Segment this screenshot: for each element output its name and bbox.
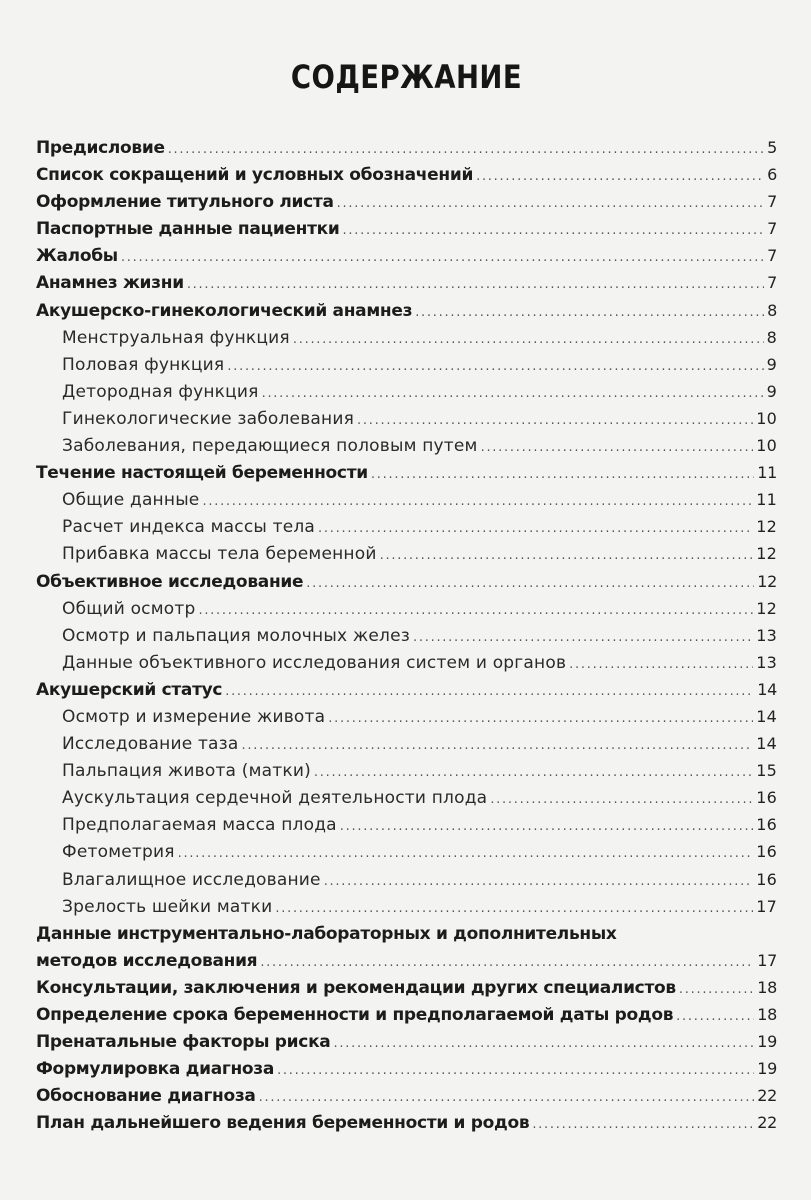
toc-entry <box>36 572 777 599</box>
toc-entry-label: Половая функция <box>62 354 225 375</box>
toc-entry <box>36 1032 777 1059</box>
toc-entry <box>36 680 777 707</box>
toc-entry-page: 12 <box>756 598 777 618</box>
toc-leader-dots <box>262 382 764 402</box>
toc-leader-dots <box>260 951 754 971</box>
toc-entry <box>36 165 777 192</box>
toc-entry <box>36 463 777 490</box>
toc-entry <box>36 761 777 788</box>
toc-entry <box>36 192 777 219</box>
toc-entry-page: 19 <box>757 1059 777 1079</box>
toc-leader-dots <box>225 680 754 700</box>
toc-entry-page: 22 <box>757 1113 777 1133</box>
toc-leader-dots <box>293 328 764 348</box>
toc-entry-page: 16 <box>756 815 777 835</box>
toc-entry-page: 16 <box>756 869 777 889</box>
page-title: СОДЕРЖАНИЕ <box>290 58 523 96</box>
toc-leader-dots <box>569 653 753 673</box>
toc-entry <box>36 355 777 382</box>
toc-entry-page: 12 <box>756 517 777 537</box>
toc-entry <box>36 842 777 869</box>
toc-entry-label: Влагалищное исследование <box>62 869 321 890</box>
toc-entry-page: 12 <box>757 571 777 591</box>
toc-entry-label: Прибавка массы тела беременной <box>62 544 377 565</box>
toc-leader-dots <box>314 761 753 781</box>
toc-leader-dots <box>187 273 764 293</box>
toc-entry-label: методов исследования <box>36 950 258 971</box>
toc-leader-dots <box>227 355 763 375</box>
toc-entry-page: 9 <box>766 381 777 401</box>
toc-leader-dots <box>371 463 754 483</box>
toc-entry-label: Гинекологические заболевания <box>62 408 355 429</box>
toc-entry <box>36 219 777 246</box>
toc-entry-label: Жалобы <box>36 246 118 267</box>
toc-entry-label: Расчет индекса массы тела <box>62 517 316 538</box>
toc-leader-dots <box>413 626 753 646</box>
toc-leader-dots <box>532 1113 754 1133</box>
toc-entry <box>36 1059 777 1086</box>
toc-entry-page: 14 <box>756 734 777 754</box>
toc-entry-page: 14 <box>757 679 777 699</box>
toc-entry-page: 16 <box>756 788 777 808</box>
toc-entry-page: 7 <box>767 219 777 239</box>
toc-entry <box>36 436 777 463</box>
toc-entry <box>36 138 777 165</box>
toc-entry-label: Определение срока беременности и предполагаемой даты родов <box>36 1005 674 1025</box>
toc-leader-dots <box>198 599 753 619</box>
toc-leader-dots <box>415 301 764 321</box>
toc-entry <box>36 301 777 328</box>
toc-entry-page: 6 <box>767 165 777 185</box>
toc-entry <box>36 517 777 544</box>
toc-entry-page: 18 <box>757 1005 777 1024</box>
toc-entry <box>36 246 777 273</box>
toc-entry-label: Акушерский статус <box>36 679 223 700</box>
toc-leader-dots <box>318 517 753 537</box>
toc-leader-dots <box>340 815 753 835</box>
toc-entry-label: Обоснование диагноза <box>36 1086 256 1107</box>
toc-entry-label: Исследование таза <box>62 734 239 755</box>
toc-entry-page: 15 <box>756 761 777 781</box>
toc-entry-page: 8 <box>766 327 777 347</box>
toc-leader-dots <box>178 842 754 862</box>
toc-leader-dots <box>337 192 764 212</box>
toc-leader-dots <box>275 897 753 917</box>
toc-entry-page: 16 <box>756 842 777 862</box>
toc-entry <box>36 951 777 978</box>
toc-entry-page: 11 <box>756 490 777 510</box>
toc-entry-page: 9 <box>766 354 777 374</box>
toc-entry-page: 22 <box>757 1086 777 1106</box>
toc-leader-dots <box>259 1086 755 1106</box>
toc-entry <box>36 734 777 761</box>
toc-entry-page: 5 <box>767 138 777 157</box>
toc-leader-dots <box>481 436 754 456</box>
toc-leader-dots <box>490 788 753 808</box>
toc-leader-dots <box>676 1005 754 1025</box>
toc-entry-page: 13 <box>756 652 777 672</box>
toc-entry-label: Формулировка диагноза <box>36 1059 275 1080</box>
toc-entry-label: Аускультация сердечной деятельности плода <box>62 788 488 809</box>
toc-entry <box>36 490 777 517</box>
toc-entry-page: 10 <box>756 408 777 428</box>
toc-leader-dots <box>679 978 754 998</box>
toc-entry-label: План дальнейшего ведения беременности и родов <box>36 1113 530 1134</box>
toc-entry-label: Данные инструментально-лабораторных и дополнительных <box>36 923 617 944</box>
toc-entry <box>36 273 777 300</box>
toc-entry-page: 17 <box>757 950 777 970</box>
toc-leader-dots <box>380 544 754 564</box>
toc-entry-label: Осмотр и пальпация молочных желез <box>62 625 410 646</box>
toc-entry-page: 14 <box>756 706 777 726</box>
toc-entry <box>36 599 777 626</box>
toc-entry-label: Консультации, заключения и рекомендации других специалистов <box>36 977 676 998</box>
toc-entry-label: Общие данные <box>62 490 200 511</box>
toc-entry-label: Анамнез жизни <box>36 273 184 294</box>
toc-entry-label: Объективное исследование <box>36 571 304 592</box>
toc-entry-label: Детородная функция <box>62 381 259 402</box>
toc-entry-label: Осмотр и измерение живота <box>62 706 326 727</box>
toc-entry-page: 7 <box>767 273 777 293</box>
toc-entry-label: Течение настоящей беременности <box>36 463 368 484</box>
toc-entry <box>36 815 777 842</box>
toc-entry-label: Менструальная функция <box>62 327 290 348</box>
toc-leader-dots <box>202 490 753 510</box>
toc-entry-page: 13 <box>756 625 777 645</box>
toc-entry-label: Акушерско-гинекологический анамнез <box>36 300 413 321</box>
toc-entry-page: 7 <box>767 192 777 212</box>
toc-entry <box>36 870 777 897</box>
toc-entry <box>36 1113 777 1140</box>
table-of-contents <box>36 138 777 1140</box>
toc-leader-dots <box>242 734 754 754</box>
toc-entry-label: Пренатальные факторы риска <box>36 1032 331 1053</box>
toc-leader-dots <box>121 246 764 266</box>
toc-leader-dots <box>168 138 764 158</box>
toc-entry-page: 17 <box>756 896 777 916</box>
toc-entry <box>36 328 777 355</box>
toc-entry <box>36 924 777 951</box>
toc-entry-label: Общий осмотр <box>62 598 196 619</box>
toc-entry-label: Фетометрия <box>62 842 175 863</box>
toc-entry-page: 7 <box>767 246 777 266</box>
toc-leader-dots <box>328 707 753 727</box>
toc-leader-dots <box>343 219 765 239</box>
toc-entry <box>36 544 777 571</box>
toc-leader-dots <box>277 1059 754 1079</box>
toc-leader-dots <box>476 165 764 185</box>
toc-leader-dots <box>333 1032 754 1052</box>
toc-entry <box>36 653 777 680</box>
toc-entry <box>36 382 777 409</box>
toc-entry-label: Паспортные данные пациентки <box>36 219 340 240</box>
toc-entry <box>36 978 777 1005</box>
toc-entry-label: Заболевания, передающиеся половым путем <box>62 436 478 457</box>
toc-entry-label: Зрелость шейки матки <box>62 896 273 917</box>
toc-entry-page: 10 <box>756 436 777 456</box>
toc-entry-page: 11 <box>757 463 777 483</box>
toc-entry-label: Список сокращений и условных обозначений <box>36 165 474 186</box>
toc-leader-dots <box>357 409 753 429</box>
toc-entry-label: Предполагаемая масса плода <box>62 815 337 836</box>
toc-entry <box>36 788 777 815</box>
toc-entry <box>36 707 777 734</box>
toc-entry <box>36 897 777 924</box>
toc-entry <box>36 1005 777 1032</box>
toc-entry <box>36 1086 777 1113</box>
toc-leader-dots <box>324 870 754 890</box>
toc-leader-dots <box>306 572 754 592</box>
toc-entry-label: Пальпация живота (матки) <box>62 761 311 782</box>
toc-entry <box>36 626 777 653</box>
toc-entry-label: Оформление титульного листа <box>36 192 334 213</box>
toc-entry-page: 8 <box>767 300 777 320</box>
toc-entry-page: 18 <box>757 977 777 997</box>
toc-entry-label: Данные объективного исследования систем и органов <box>62 652 567 673</box>
toc-entry-label: Предисловие <box>36 138 165 158</box>
toc-entry <box>36 409 777 436</box>
toc-entry-page: 12 <box>756 544 777 564</box>
toc-entry-page: 19 <box>757 1032 777 1052</box>
